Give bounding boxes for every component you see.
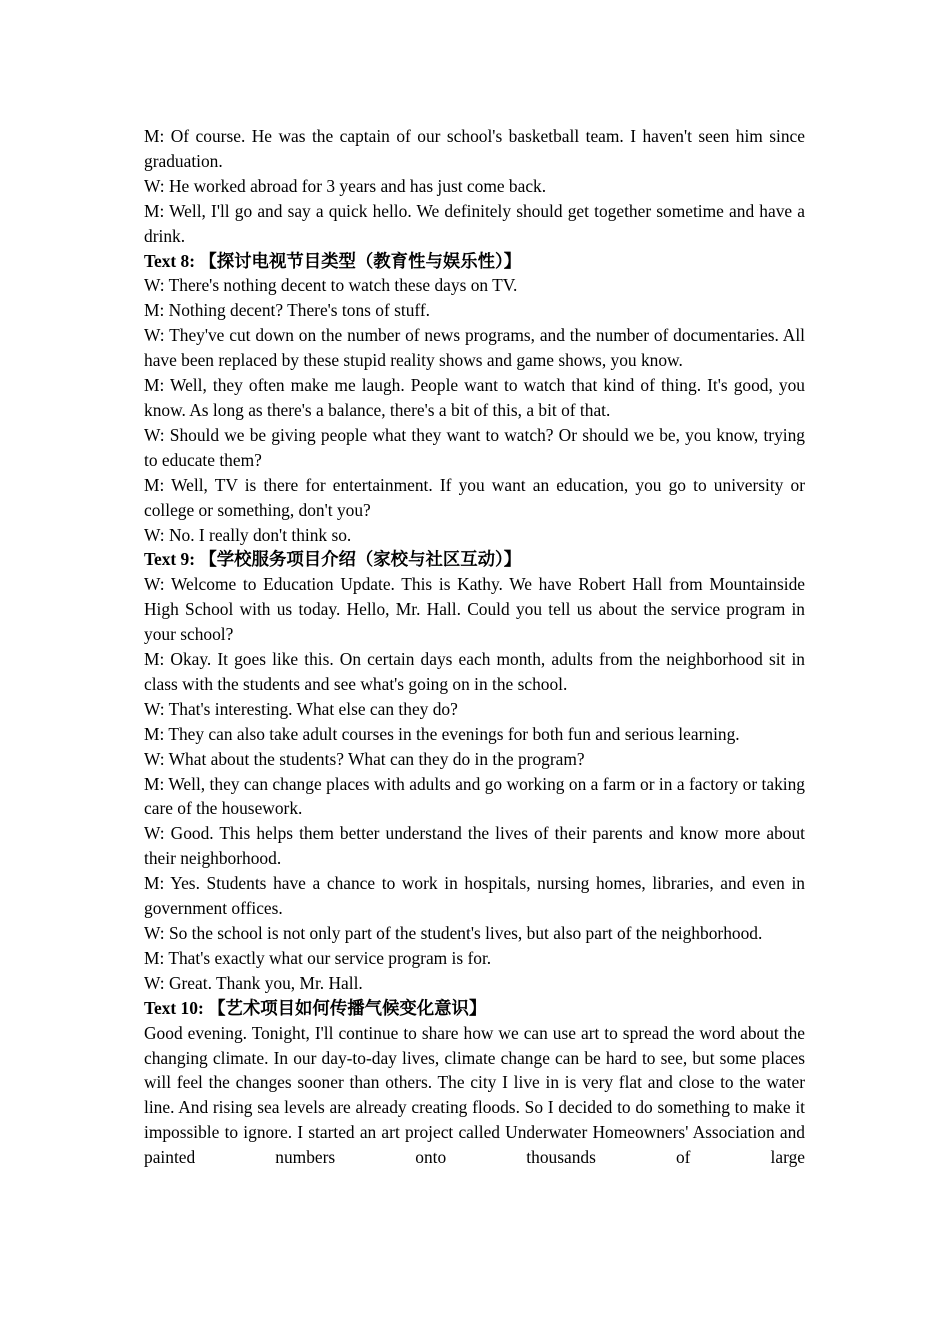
dialogue-line: W: Good. This helps them better understand the lives of their parents and know more about their neighborhood. bbox=[144, 823, 805, 869]
dialogue-line: M: Yes. Students have a chance to work in hospitals, nursing homes, libraries, and even in government offices. bbox=[144, 873, 805, 919]
document-page bbox=[144, 124, 805, 1170]
dialogue-line: M: Well, TV is there for entertainment. If you want an education, you go to university or college or something, don't you? bbox=[144, 474, 805, 520]
dialogue-line: M: Of course. He was the captain of our school's basketball team. I haven't seen him since graduation. bbox=[144, 126, 805, 171]
dialogue-line: W: They've cut down on the number of news programs, and the number of documentaries. All have been replaced by these stupid reality shows and game shows, you know. bbox=[144, 325, 805, 371]
dialogue-line: M: They can also take adult courses in the evenings for both fun and serious learning. bbox=[144, 723, 740, 744]
dialogue-line: M: Nothing decent? There's tons of stuff. bbox=[144, 300, 431, 321]
dialogue-line: W: Welcome to Education Update. This is Kathy. We have Robert Hall from Mountainside High School with us today. Hello, Mr. Hall. Could you tell us about the service program in your school? bbox=[144, 574, 805, 645]
dialogue-line: M: Well, they often make me laugh. People want to watch that kind of thing. It's good, you know. As long as there's a balance, there's a bit of this, a bit of that. bbox=[144, 375, 805, 420]
section-heading-text-9: Text 9: 【学校服务项目介绍（家校与社区互动）】 bbox=[144, 549, 522, 570]
dialogue-line: W: That's interesting. What else can they do? bbox=[144, 698, 458, 719]
dialogue-line: W: There's nothing decent to watch these days on TV. bbox=[144, 275, 518, 296]
section-heading-text-8: Text 8: 【探讨电视节目类型（教育性与娱乐性）】 bbox=[144, 250, 522, 271]
dialogue-line: M: Well, they can change places with adults and go working on a farm or in a factory or taking care of the housework. bbox=[144, 773, 805, 819]
dialogue-line: W: He worked abroad for 3 years and has just come back. bbox=[144, 175, 547, 196]
dialogue-line: W: Should we be giving people what they want to watch? Or should we be, you know, trying to educate them? bbox=[144, 424, 805, 470]
dialogue-line: W: No. I really don't think so. bbox=[144, 524, 352, 545]
dialogue-line: M: That's exactly what our service program is for. bbox=[144, 947, 492, 968]
dialogue-line: M: Okay. It goes like this. On certain days each month, adults from the neighborhood sit in class with the students and see what's going on in the school. bbox=[144, 649, 805, 694]
monologue-paragraph: Good evening. Tonight, I'll continue to share how we can use art to spread the word about the changing climate. In our day-to-day lives, climate change can be hard to see, but some places will feel the changes sooner than others. The city I live in is very flat and close to the water line. And rising sea levels are already creating floods. So I decided to do something to make it impossible to ignore. I started an art project called Underwater Homeowners' Association and painted numbers onto thousands of large bbox=[144, 1022, 805, 1168]
dialogue-line: W: What about the students? What can they do in the program? bbox=[144, 748, 585, 769]
section-heading-text-10: Text 10: 【艺术项目如何传播气候变化意识】 bbox=[144, 997, 487, 1018]
dialogue-line: M: Well, I'll go and say a quick hello. We definitely should get together sometime and have a drink. bbox=[144, 200, 805, 246]
dialogue-line: W: So the school is not only part of the student's lives, but also part of the neighborhood. bbox=[144, 923, 763, 943]
dialogue-line: W: Great. Thank you, Mr. Hall. bbox=[144, 972, 363, 993]
